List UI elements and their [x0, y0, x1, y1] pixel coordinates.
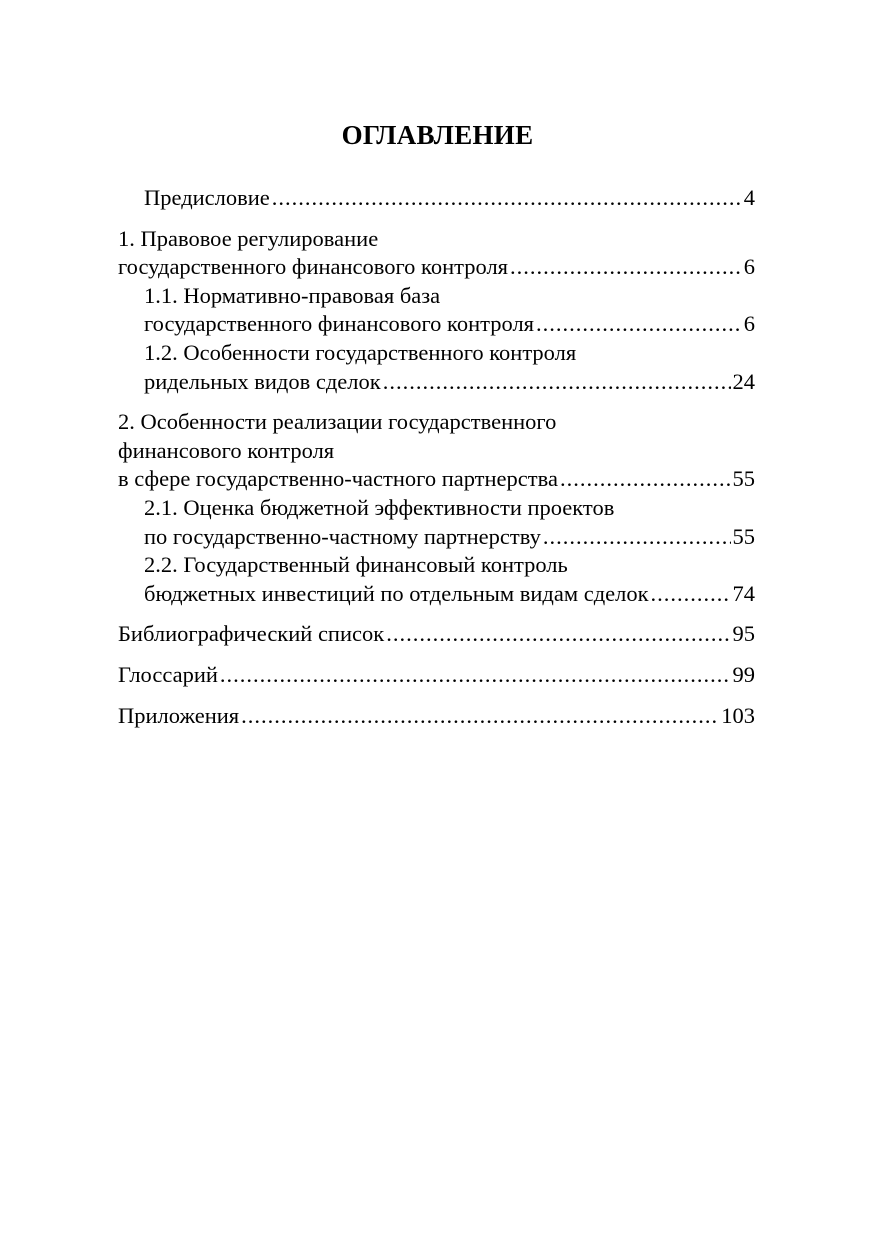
toc-page-number: 99: [732, 661, 755, 687]
toc-entry-title-cont: по государственно-частному партнерству: [144, 523, 541, 549]
toc-entry-title: 2.2. Государственный финансовый контроль: [144, 552, 568, 578]
toc-page-number: 103: [721, 702, 755, 728]
leader-dots: [241, 702, 719, 731]
leader-dots: [386, 620, 730, 649]
toc-entry-section-2-1[interactable]: [118, 494, 755, 551]
toc-entry-line: [118, 253, 755, 282]
leader-dots: [220, 661, 731, 690]
leader-dots: [536, 310, 742, 339]
toc-entry-title: Приложения: [118, 702, 240, 728]
toc-page-number: 6: [743, 311, 755, 337]
toc-entry-line: [118, 523, 755, 552]
leader-dots: [272, 184, 742, 213]
toc-entry-section-1-2[interactable]: [118, 339, 755, 396]
toc-entry-line: [118, 620, 755, 649]
toc-entry-title-cont: ридельных видов сделок: [144, 368, 381, 394]
toc-entry-title: 1. Правовое регулирование: [118, 225, 379, 251]
toc-entry-title: 2. Особенности реализации государственного: [118, 409, 557, 435]
toc-entry-line: [118, 184, 755, 213]
toc-entry-title-cont: государственного финансового контроля: [118, 254, 509, 280]
toc-entry-line: [118, 580, 755, 609]
toc-entry-line: [118, 465, 755, 494]
toc-entry-preface[interactable]: [118, 184, 755, 213]
toc-entry-bibliography[interactable]: [118, 620, 755, 649]
leader-dots: [510, 253, 742, 282]
toc-entry-line: [118, 661, 755, 690]
toc-page-number: 6: [743, 254, 755, 280]
toc-page-number: 24: [732, 368, 755, 394]
toc-entry-section-2-2[interactable]: [118, 551, 755, 608]
toc-entry-line: [118, 702, 755, 731]
leader-dots: [383, 368, 731, 397]
toc-entry-line: [118, 310, 755, 339]
toc-entry-appendices[interactable]: [118, 702, 755, 731]
toc-entry-glossary[interactable]: [118, 661, 755, 690]
toc-entry-title: Библиографический список: [118, 621, 385, 647]
toc-entry-chapter-2[interactable]: [118, 408, 755, 494]
leader-dots: [651, 580, 731, 609]
toc-entry-title-cont: финансового контроля: [118, 437, 335, 463]
toc-entry-title: 2.1. Оценка бюджетной эффективности проектов: [144, 494, 615, 520]
toc-entry-title: 1.2. Особенности государственного контроля: [144, 339, 577, 365]
toc-page-number: 74: [732, 580, 755, 606]
toc-entry-title-cont: государственного финансового контроля: [144, 311, 535, 337]
toc-entry-line: [118, 368, 755, 397]
toc-entry-section-1-1[interactable]: [118, 282, 755, 339]
toc-entry-title: Предисловие: [144, 185, 270, 210]
toc-entry-title: Глоссарий: [118, 661, 218, 687]
toc-page-number: 55: [732, 466, 755, 492]
toc-page-number: 95: [732, 621, 755, 647]
toc-page-number: 4: [743, 185, 755, 210]
table-of-contents: [118, 184, 755, 730]
toc-entry-title-cont: бюджетных инвестиций по отдельным видам сделок: [144, 580, 649, 606]
toc-page-number: 55: [732, 523, 755, 549]
toc-entry-title: 1.1. Нормативно-правовая база: [144, 282, 441, 308]
page-title: ОГЛАВЛЕНИЕ: [341, 120, 534, 150]
leader-dots: [543, 523, 731, 552]
toc-entry-chapter-1[interactable]: [118, 225, 755, 282]
leader-dots: [560, 465, 731, 494]
toc-entry-title-cont: в сфере государственно-частного партнерства: [118, 466, 558, 492]
